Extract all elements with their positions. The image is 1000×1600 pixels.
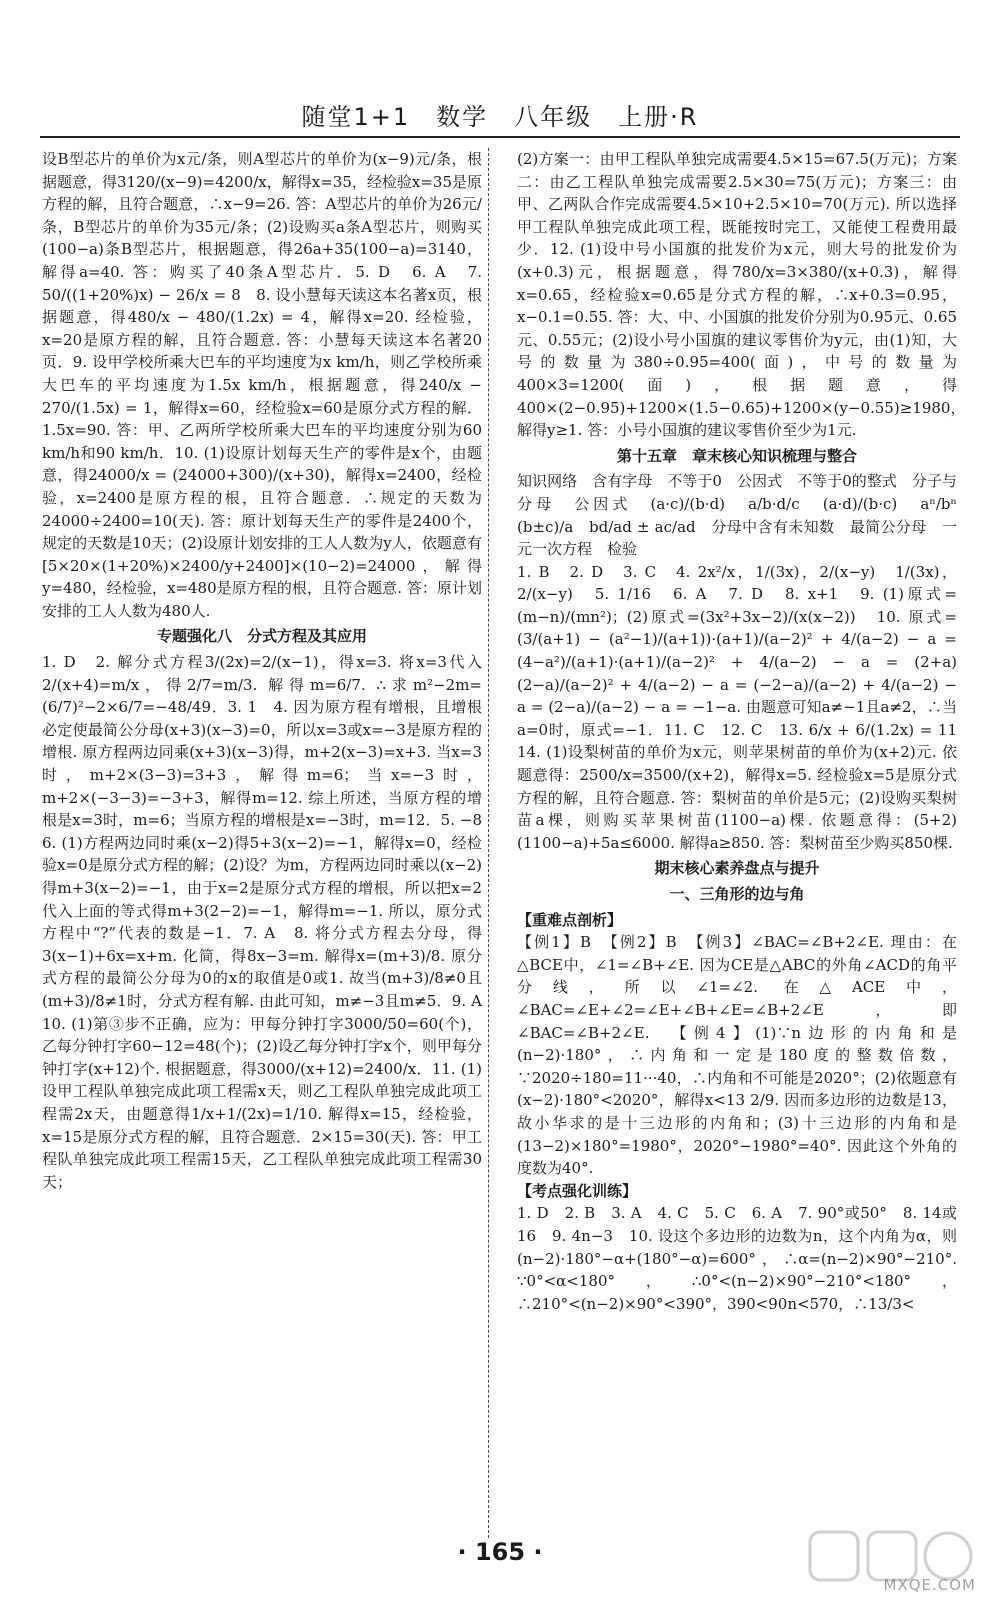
chapter-15-answers: 1. B 2. D 3. C 4. 2x²/x，1/(3x)，2/(x−y) 1/(3x)，2/(x−y) 5. 1/16 6. A 7. D 8. x+1 9. (1)原式=(m−n)/(mn²)；(2)原式=(3x²+3x−2)/(x(x−2)) 10. 原式=(3/(a+1) − (a²−1)/(a+1))·(a+1)/(a−2)² + 4/(a−2) − a = (4−a²)/(a+1)·(a+1)/(a−2)² + 4/(a−2) − a = (2+a)(2−a)/(a−2)² + 4/(a−2) − a = (−2−a)/(a−2) + 4/(a−2) − a = (2−a)/(a−2) − a = −1−a. 由题意可知a≠−1且a≠2，∴当a=0时，原式=−1．11. C 12. C 13. 6/x + 6/(1.2x) = 11 14. (1)设梨树苗的单价为x元，则苹果树苗的单价为(x+2)元. 依题意得：2500/x=3500/(x+2)，解得x=5. 经检验x=5是原分式方程的解，且符合题意. 答：梨树苗的单价是5元；(2)设购买梨树苗a棵，则购买苹果树苗(1100−a)棵. 依题意得：(5+2)(1100−a)+5a≤6000. 解得a≥850. 答：梨树苗至少购买850棵. xyxy=(517,562,973,852)
section-title-final-review: 期末核心素养盘点与提升 xyxy=(654,859,820,878)
header-rule xyxy=(40,136,960,138)
left-answer-block-1: 设B型芯片的单价为x元/条，则A型芯片的单价为(x−9)元/条，根据题意，得3120/(x−9)=4200/x，解得x=35，经检验x=35是原方程的解，且符合题意，∴x−9=26. 答：A型芯片的单价为26元/条，B型芯片的单价为35元/条；(2)设购买a条A型芯片，则购买(100−a)条B型芯片，根据题意，得26a+35(100−a)=3140，解得a=40. 答：购买了40条A型芯片．5. D 6. A 7. 50/((1+20%)x) − 26/x = 8 8. 设小慧每天读这本名著x页，根据题意，得480/x − 480/(1.2x) = 4，解得x=20. 经检验，x=20是原方程的解，且符合题意. 答：小慧每天读这本名著20页．9. 设甲学校所乘大巴车的平均速度为x km/h，则乙学校所乘大巴车的平均速度为1.5x km/h，根据题意，得240/x − 270/(1.5x) = 1，解得x=60，经检验x=60是原分式方程的解．1.5x=90. 答：甲、乙两所学校所乘大巴车的平均速度分别为60 km/h和90 km/h．10. (1)设原计划每天生产的零件是x个，由题意，得24000/x = (24000+300)/(x+30)，解得x=2400，经检验，x=2400是原方程的根，且符合题意．∴规定的天数为24000÷2400=10(天). 答：原计划每天生产的零件是2400个，规定的天数是10天；(2)设原计划安排的工人人数为y人，依题意有[5×20×(1+20%)×2400/y+2400]×(10−2)=24000，解得y=480，经检验，x=480是原方程的根，且符合题意. 答：原计划安排的工人人数为480人. xyxy=(42,150,482,620)
section-title-chapter-15: 第十五章 章末核心知识梳理与整合 xyxy=(616,446,857,465)
column-divider xyxy=(488,148,489,1538)
left-column xyxy=(42,148,498,1533)
tag-training: 【考点强化训练】 xyxy=(517,1181,638,1200)
right-answer-block-1: (2)方案一：由甲工程队单独完成需要4.5×15=67.5(万元)；方案二：由乙工程队单独完成需要2.5×30=75(万元)；方案三：由甲、乙两队合作完成需要4.5×10+2.5×10=70(万元). 所以选择甲工程队单独完成此项工程，既能按时完工，又能使工程费用最少．12. (1)设中号小国旗的批发价为x元，则大号的批发价为(x+0.3)元，根据题意，得780/x=3×380/(x+0.3)，解得x=0.65，经检验x=0.65是分式方程的解，∴x+0.3=0.95，x−0.1=0.55. 答：大、中、小国旗的批发价分别为0.95元、0.65元、0.55元；(2)设小号小国旗的建议零售价为y元，由(1)知，大号的数量为380÷0.95=400(面)，中号的数量为400×3=1200(面)，根据题意，得400×(2−0.95)+1200×(1.5−0.65)+1200×(y−0.55)≥1980，解得y≥1. 答：小号小国旗的建议零售价至少为1元. xyxy=(517,150,966,440)
page-number: · 165 · xyxy=(457,1538,543,1566)
watermark-text: MXQE.COM xyxy=(883,1576,976,1594)
left-answer-block-2: 1. D 2. 解分式方程3/(2x)=2/(x−1)，得x=3. 将x=3代入2/(x+4)=m/x，得2/7=m/3. 解得m=6/7. ∴求m²−2m=(6/7)²−2×6/7=−48/49．3. 1 4. 因为原方程有增根，且增根必定使最简公分母(x+3)(x−3)=0，所以x=3或x=−3是原方程的增根. 原方程两边同乘(x+3)(x−3)得，m+2(x−3)=x+3. 当x=3时，m+2×(3−3)=3+3，解得m=6；当x=−3时，m+2×(−3−3)=−3+3，解得m=12. 综上所述，当原方程的增根是x=3时，m=6；当原方程的增根是x=−3时，m=12．5. −8 6. (1)方程两边同时乘(x−2)得5+3(x−2)=−1，解得x=0，经检验x=0是原分式方程的解；(2)设？为m，方程两边同时乘以(x−2)得m+3(x−2)=−1，由于x=2是原分式方程的增根，所以把x=2代入上面的等式得m+3(2−2)=−1，解得m=−1. 所以，原分式方程中“?”代表的数是−1．7. A 8. 将分式方程去分母，得3(x−1)+6x=x+m. 化简，得8x−3=m. 解得x=(m+3)/8. 原分式方程的最简公分母为0的x的取值是0或1. 故当(m+3)/8≠0且(m+3)/8≠1时，分式方程有解. 由此可知，m≠−3且m≠5．9. A 10. (1)第③步不正确，应为：甲每分钟打字3000/50=60(个)，乙每分钟打字60−12=48(个)；(2)设乙每分钟打字x个，则甲每分钟打字(x+12)个. 根据题意，得3000/(x+12)=2400/x．11. (1)设甲工程队单独完成此项工程需x天，则乙工程队单独完成此项工程需2x天，由题意得1/x+1/(2x)=1/10. 解得x=15，经检验，x=15是原分式方程的解，且符合题意．2×15=30(天). 答：甲工程队单独完成此项工程需15天，乙工程队单独完成此项工程需30天； xyxy=(42,653,498,1191)
section-title-special-8: 专题强化八 分式方程及其应用 xyxy=(156,627,367,646)
training-answers: 1. D 2. B 3. A 4. C 5. C 6. A 7. 90°或50° 8. 14或16 9. 4n−3 10. 设这个多边形的边数为n，这个内角为α，则(n−2)·180°−α+(180°−α)=600°，∴α=(n−2)×90°−210°. ∵0°<α<180°，∴0°<(n−2)×90°−210°<180°，∴210°<(n−2)×90°<390°，390<90n<570，∴13/3< xyxy=(517,1204,957,1313)
right-column xyxy=(517,148,973,1533)
knowledge-network: 知识网络 含有字母 不等于0 公因式 不等于0的整式 分子与分母 公因式 (a·c)/(b·d) a/b·d/c (a·d)/(b·c) aⁿ/bⁿ (b±c)/a bd/ad ± ac/ad 分母中含有未知数 最简公分母 一元一次方程 检验 xyxy=(517,472,973,559)
running-header xyxy=(40,96,960,138)
header-title: 随堂1+1 数学 八年级 上册·R xyxy=(301,103,699,131)
examples-block: 【例1】B 【例2】B 【例3】∠BAC=∠B+2∠E. 理由：在△BCE中，∠1=∠B+∠E. 因为CE是△ABC的外角∠ACD的角平分线，所以∠1=∠2. 在△ACE中，∠BAC=∠E+∠2=∠E+∠B+∠E=∠B+2∠E，即∠BAC=∠B+2∠E. 【例4】(1)∵n边形的内角和是(n−2)·180°，∴内角和一定是180度的整数倍数，∵2020÷180=11···40，∴内角和不可能是2020°；(2)依题意有(x−2)·180°<2020°，解得x<13 2/9. 因而多边形的边数是13，故小华求的是十三边形的内角和；(3)十三边形的内角和是(13−2)×180°=1980°，2020°−1980°=40°. 因此这个外角的度数为40°. xyxy=(517,933,957,1178)
tag-key-points: 【重难点剖析】 xyxy=(517,910,623,929)
watermark-logo xyxy=(808,1530,978,1582)
subsection-title-triangle: 一、三角形的边与角 xyxy=(669,885,805,903)
